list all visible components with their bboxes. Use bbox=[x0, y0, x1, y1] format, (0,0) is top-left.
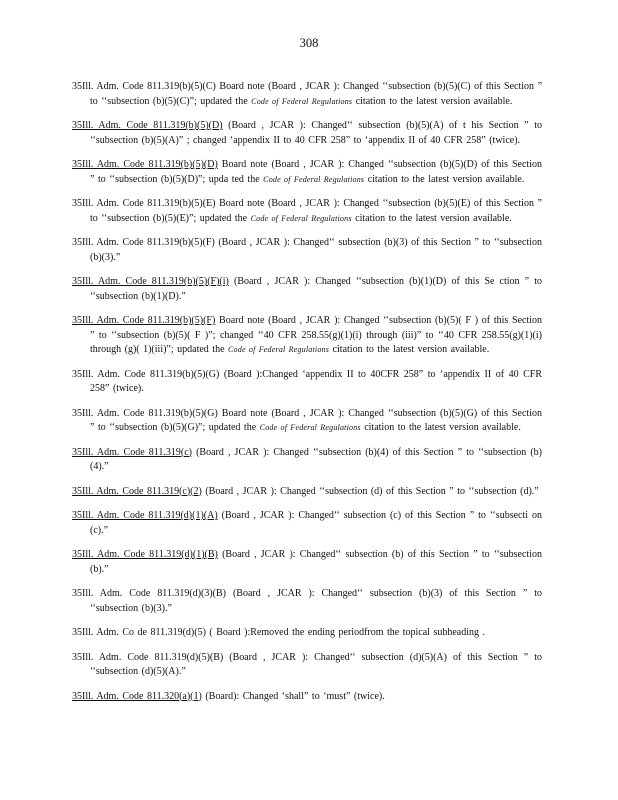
italic-reference: Code of Federal Regulations bbox=[228, 345, 330, 354]
change-entry bbox=[72, 236, 542, 265]
citation: 35Ill. Adm. Code 811.319(d)(5)(B) bbox=[72, 651, 224, 663]
change-text-tail: citation to the latest version available. bbox=[364, 173, 525, 185]
citation: 35Ill. Adm. Code 811.319(b)(5)(F) bbox=[72, 315, 216, 326]
citation: 35Ill. Adm. Code 811.320(a)(1) bbox=[72, 690, 202, 702]
italic-reference: Code of Federal Regulations bbox=[251, 96, 353, 106]
change-text: (Board , JCAR ): Changed‘‘ subsection (d)(5)(A) of this Section ” to ‘‘subsection (d)(5)(A).” bbox=[90, 651, 542, 677]
italic-reference: Code of Federal Regulations bbox=[250, 213, 352, 223]
change-text: (Board , JCAR ): Changed‘‘ subsection (b)(5)(A) of t his Section ” to ‘‘subsection (b)(5)(A)” ; changed ‘appendix II to 40 CFR 258” to ‘appendix II of 40 CFR 258” (twice). bbox=[90, 120, 542, 146]
italic-reference: Code of Federal Regulations bbox=[259, 423, 361, 432]
change-entry bbox=[72, 80, 542, 109]
change-entry bbox=[72, 158, 542, 187]
changes-list bbox=[72, 70, 542, 709]
change-entry bbox=[72, 509, 542, 538]
change-entry bbox=[72, 119, 542, 148]
citation: 35Ill. Adm. Code 811.319(b)(5)(D) bbox=[72, 159, 218, 170]
change-entry bbox=[72, 197, 542, 226]
change-text-tail: citation to the latest version available. bbox=[352, 95, 513, 107]
change-text: Board note (Board , JCAR ): Changed ‘‘subsection (b)(5)(E) of this Section ” to ‘‘subsection (b)(5)(E)”; updated the bbox=[90, 198, 542, 224]
change-text: Board note (Board , JCAR ): Changed ‘‘subsection (b)(5)(D) of this Section ” to ‘‘subsection (b)(5)(D)”; upda ted the bbox=[90, 159, 542, 185]
page-number: 308 bbox=[299, 36, 319, 50]
change-entry bbox=[72, 587, 542, 616]
change-entry bbox=[72, 690, 542, 705]
change-entry bbox=[72, 485, 542, 500]
change-entry bbox=[72, 548, 542, 577]
citation: 35Ill. Adm. Code 811.319(c) bbox=[72, 446, 192, 458]
change-entry bbox=[72, 651, 542, 680]
change-text: ( Board ):Removed the ending periodfrom the topical subheading . bbox=[205, 627, 486, 638]
italic-reference: Code of Federal Regulations bbox=[263, 174, 365, 184]
change-entry bbox=[72, 446, 542, 475]
change-text: (Board , JCAR ): Changed‘‘ subsection (b)(3) of this Section ” to ‘‘subsection (b)(3).” bbox=[90, 588, 542, 614]
citation: 35Ill. Adm. Code 811.319(b)(5)(F)(i) bbox=[72, 276, 229, 287]
citation: 35Ill. Adm. Code 811.319(d)(1)(A) bbox=[72, 510, 218, 521]
citation: 35Ill. Adm. Code 811.319(b)(5)(G) bbox=[72, 407, 218, 419]
change-text: (Board , JCAR ): Changed‘‘ subsection (c) of this Section ” to ‘‘subsecti on (c).” bbox=[90, 510, 542, 536]
change-text: (Board , JCAR ): Changed ‘‘subsection (d) of this Section ” to ‘‘subsection (d).” bbox=[201, 485, 539, 497]
change-text: (Board ):Changed ‘appendix II to 40CFR 258” to ‘appendix II of 40 CFR 258” (twice). bbox=[90, 368, 543, 394]
change-text: (Board): Changed ‘shall” to ‘must” (twice). bbox=[201, 690, 385, 702]
change-entry bbox=[72, 368, 542, 397]
citation: 35Ill. Adm. Code 811.319(b)(5)(G) bbox=[72, 368, 220, 380]
change-entry bbox=[72, 275, 542, 304]
change-entry bbox=[72, 407, 542, 436]
change-text: Board note (Board , JCAR ): Changed ‘‘subsection (b)(5)(G) of this Section ” to ‘‘subsection (b)(5)(G)”; updated the bbox=[90, 407, 542, 433]
citation: 35Ill. Adm. Code 811.319(b)(5)(D) bbox=[72, 120, 223, 131]
citation: 35Ill. Adm. Code 811.319(d)(1)(B) bbox=[72, 549, 218, 560]
citation: 35Ill. Adm. Code 811.319(c)(2) bbox=[72, 485, 202, 497]
change-text: Board note (Board , JCAR ): Changed ‘‘subsection (b)(5)( F ) of this Section ” to ‘‘subsection (b)(5)( F )”; changed ‘‘40 CFR 258.55(g)(1)(i) through (iii)” to ‘‘40 CFR 258.55(g)(1)(i) through (g)( 1)(iii)”; updated the bbox=[90, 315, 542, 355]
change-text: (Board , JCAR ): Changed‘‘ subsection (b)(3) of this Section ” to ‘‘subsection (b)(3).” bbox=[90, 237, 542, 263]
citation: 35Ill. Adm. Code 811.319(b)(5)(F) bbox=[72, 237, 215, 248]
change-text: (Board , JCAR ): Changed ‘‘subsection (b)(4) of this Section ” to ‘‘subsection (b)(4).” bbox=[90, 446, 543, 472]
change-text-tail: citation to the latest version available. bbox=[351, 212, 512, 224]
citation: 35Ill. Adm. Code 811.319(b)(5)(E) bbox=[72, 198, 216, 209]
change-entry bbox=[72, 314, 542, 358]
change-text-tail: citation to the latest version available. bbox=[329, 344, 490, 355]
change-text-tail: citation to the latest version available. bbox=[360, 422, 521, 433]
citation: 35Ill. Adm. Co de 811.319(d)(5) bbox=[72, 627, 206, 638]
change-text: (Board , JCAR ): Changed‘‘ subsection (b) of this Section ” to ‘‘subsection (b).” bbox=[90, 549, 542, 575]
change-text: Board note (Board , JCAR ): Changed ‘‘subsection (b)(5)(C) of this Section ” to ‘‘subsection (b)(5)(C)”; updated the bbox=[90, 81, 543, 107]
change-entry bbox=[72, 626, 542, 641]
change-text: (Board , JCAR ): Changed ‘‘subsection (b)(1)(D) of this Se ction ” to ‘‘subsection (b)(1)(D).” bbox=[90, 276, 542, 302]
citation: 35Ill. Adm. Code 811.319(d)(3)(B) bbox=[72, 588, 227, 599]
citation: 35Ill. Adm. Code 811.319(b)(5)(C) bbox=[72, 81, 216, 92]
